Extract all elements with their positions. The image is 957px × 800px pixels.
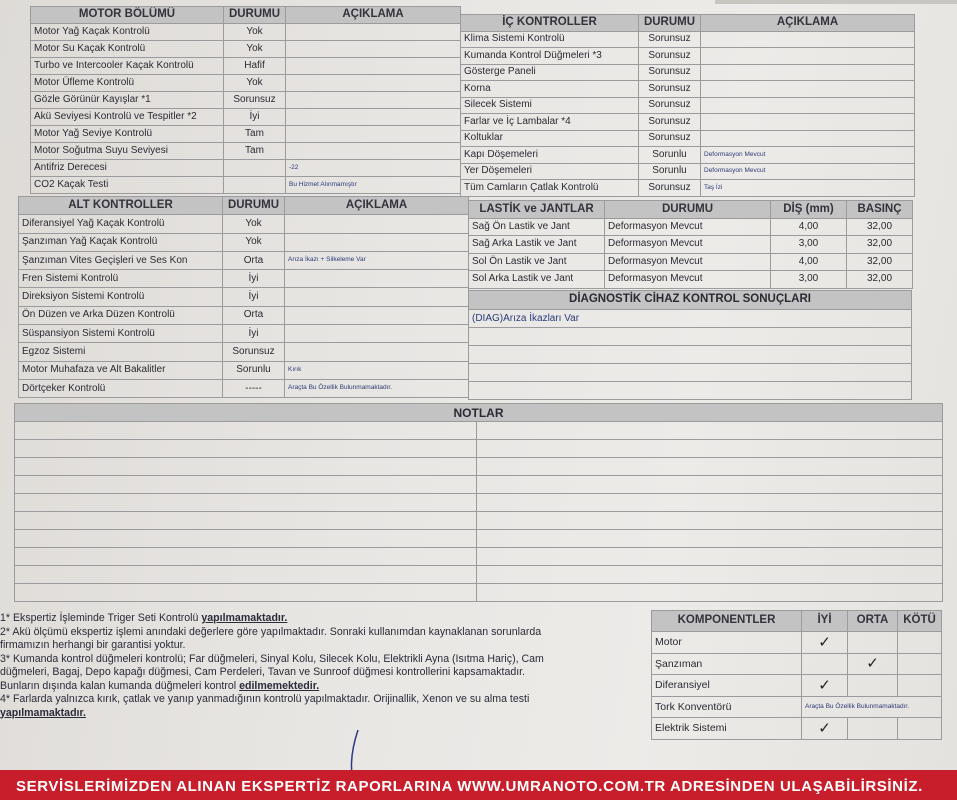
row-status: Deformasyon Mevcut bbox=[605, 236, 771, 254]
table-row bbox=[461, 48, 915, 65]
table-row bbox=[31, 75, 461, 92]
komp-name: Şanzıman bbox=[652, 653, 802, 675]
notes-line[interactable] bbox=[15, 476, 943, 494]
row-desc bbox=[701, 31, 915, 48]
row-label: Şanzıman Vites Geçişleri ve Ses Kon bbox=[19, 251, 223, 269]
row-label: Tüm Camların Çatlak Kontrolü bbox=[461, 180, 639, 197]
row-label: Korna bbox=[461, 81, 639, 98]
row-status: Sorunsuz bbox=[223, 343, 285, 361]
footnote-2a: 2* Akü ölçümü ekspertiz işlemi anındaki değerlere göre yapılmaktadır. Sonraki kullanımdan kaynaklanan sorunlarda bbox=[0, 625, 542, 638]
ic-desc-header: AÇIKLAMA bbox=[701, 15, 915, 32]
row-label: Sağ Ön Lastik ve Jant bbox=[469, 218, 605, 236]
row-desc bbox=[286, 24, 461, 41]
ic-kontroller-table bbox=[460, 14, 915, 197]
table-row bbox=[31, 160, 461, 177]
row-desc bbox=[285, 306, 469, 324]
row-status: Sorunsuz bbox=[639, 97, 701, 114]
table-row bbox=[469, 218, 913, 236]
table-row bbox=[31, 24, 461, 41]
table-row bbox=[31, 109, 461, 126]
notes-line[interactable] bbox=[15, 440, 943, 458]
komp-name: Tork Konventörü bbox=[652, 696, 802, 718]
row-status: Deformasyon Mevcut bbox=[605, 271, 771, 289]
check-icon: ✓ bbox=[848, 653, 898, 675]
table-row bbox=[19, 251, 469, 269]
row-label: Turbo ve Intercooler Kaçak Kontrolü bbox=[31, 58, 224, 75]
diag-empty-row bbox=[469, 364, 912, 382]
top-strip bbox=[715, 0, 957, 4]
lastik-header-row bbox=[469, 201, 913, 219]
footnote-3c: Bunların dışında kalan kumanda düğmeleri kontrol edilmemektedir. bbox=[0, 679, 320, 692]
row-tread: 4,00 bbox=[771, 253, 847, 271]
notes-header-row bbox=[15, 404, 943, 422]
row-status bbox=[224, 177, 286, 194]
table-row bbox=[19, 270, 469, 288]
row-label: Koltuklar bbox=[461, 130, 639, 147]
notes-line[interactable] bbox=[15, 566, 943, 584]
row-label: Farlar ve İç Lambalar *4 bbox=[461, 114, 639, 131]
row-desc bbox=[701, 81, 915, 98]
lastik-tread-header: DİŞ (mm) bbox=[771, 201, 847, 219]
row-desc bbox=[286, 143, 461, 160]
row-desc bbox=[285, 270, 469, 288]
row-desc bbox=[701, 130, 915, 147]
lastik-pressure-header: BASINÇ bbox=[847, 201, 913, 219]
komp-iyi-header: İYİ bbox=[802, 611, 848, 632]
table-row bbox=[19, 306, 469, 324]
motor-status-header: DURUMU bbox=[224, 7, 286, 24]
row-label: Motor Yağ Seviye Kontrolü bbox=[31, 126, 224, 143]
row-label: Direksiyon Sistemi Kontrolü bbox=[19, 288, 223, 306]
row-label: Silecek Sistemi bbox=[461, 97, 639, 114]
notes-title: NOTLAR bbox=[15, 404, 943, 422]
row-desc: Kırık bbox=[285, 361, 469, 379]
table-row bbox=[461, 81, 915, 98]
table-row bbox=[461, 130, 915, 147]
motor-table bbox=[30, 6, 461, 194]
row-status: Hafif bbox=[224, 58, 286, 75]
row-status: Yok bbox=[223, 233, 285, 251]
lastik-table bbox=[468, 200, 913, 289]
table-row bbox=[31, 143, 461, 160]
table-row bbox=[461, 97, 915, 114]
diag-table bbox=[468, 290, 912, 400]
table-row bbox=[19, 343, 469, 361]
row-label: Yer Döşemeleri bbox=[461, 163, 639, 180]
diag-result: (DIAG)Arıza İkazları Var bbox=[469, 310, 912, 328]
komp-kotu-header: KÖTÜ bbox=[898, 611, 942, 632]
ic-title: İÇ KONTROLLER bbox=[461, 15, 639, 32]
diag-empty-row bbox=[469, 346, 912, 364]
motor-desc-header: AÇIKLAMA bbox=[286, 7, 461, 24]
check-icon bbox=[898, 675, 942, 697]
table-row bbox=[31, 58, 461, 75]
row-label: Ön Düzen ve Arka Düzen Kontrolü bbox=[19, 306, 223, 324]
check-icon bbox=[802, 653, 848, 675]
row-label: Süspansiyon Sistemi Kontrolü bbox=[19, 325, 223, 343]
footnote-3b: düğmeleri, Bagaj, Depo kapağı düğmesi, Cam Perdeleri, Tavan ve Sunroof düğmesi kontrollerini kapsamaktadır. bbox=[0, 666, 526, 678]
row-label: Motor Su Kaçak Kontrolü bbox=[31, 41, 224, 58]
row-status: Sorunsuz bbox=[639, 81, 701, 98]
row-status: Yok bbox=[224, 41, 286, 58]
motor-title: MOTOR BÖLÜMÜ bbox=[31, 7, 224, 24]
row-label: Kapı Döşemeleri bbox=[461, 147, 639, 164]
table-row bbox=[19, 288, 469, 306]
row-label: Motor Soğutma Suyu Seviyesi bbox=[31, 143, 224, 160]
notes-line[interactable] bbox=[15, 494, 943, 512]
check-icon: ✓ bbox=[802, 632, 848, 654]
footnote-2b: firmamızın herhangi bir garantisi yoktur. bbox=[0, 639, 186, 651]
footnote-4a: 4* Farlarda yalnızca kırık, çatlak ve yanıp yanmadığının kontrolü yapılmaktadır. Orijinallik, Xenon ve su alma testi bbox=[0, 693, 530, 705]
check-icon: ✓ bbox=[802, 718, 848, 740]
row-status: Sorunsuz bbox=[639, 64, 701, 81]
diag-title: DİAGNOSTİK CİHAZ KONTROL SONUÇLARI bbox=[469, 291, 912, 310]
row-desc bbox=[286, 58, 461, 75]
row-status: Tam bbox=[224, 126, 286, 143]
komponentler-table bbox=[651, 610, 942, 740]
row-desc: Arıza İkazı + Silkeleme Var bbox=[285, 251, 469, 269]
row-label: Gözle Görünür Kayışlar *1 bbox=[31, 92, 224, 109]
notes-line[interactable] bbox=[15, 548, 943, 566]
row-label: Sağ Arka Lastik ve Jant bbox=[469, 236, 605, 254]
table-row bbox=[461, 64, 915, 81]
alt-header-row bbox=[19, 197, 469, 215]
row-status: Deformasyon Mevcut bbox=[605, 253, 771, 271]
row-label: Antifriz Derecesi bbox=[31, 160, 224, 177]
signature-stroke bbox=[330, 730, 390, 775]
komp-orta-header: ORTA bbox=[848, 611, 898, 632]
table-row bbox=[31, 41, 461, 58]
row-status: Sorunsuz bbox=[639, 180, 701, 197]
table-row bbox=[461, 114, 915, 131]
row-desc: Deformasyon Mevcut bbox=[701, 147, 915, 164]
table-row bbox=[652, 632, 942, 654]
row-label: Sol Ön Lastik ve Jant bbox=[469, 253, 605, 271]
row-status: Sorunlu bbox=[639, 163, 701, 180]
diag-header-row bbox=[469, 291, 912, 310]
row-desc bbox=[286, 126, 461, 143]
row-status: Orta bbox=[223, 251, 285, 269]
row-tread: 4,00 bbox=[771, 218, 847, 236]
check-icon bbox=[848, 632, 898, 654]
row-status: Sorunsuz bbox=[639, 114, 701, 131]
row-desc: Bu Hizmet Alınmamıştır bbox=[286, 177, 461, 194]
komp-name: Motor bbox=[652, 632, 802, 654]
row-status: Sorunsuz bbox=[639, 31, 701, 48]
row-status bbox=[224, 160, 286, 177]
footer-banner[interactable]: SERVİSLERİMİZDEN ALINAN EKSPERTİZ RAPORLARINA WWW.UMRANOTO.COM.TR ADRESİNDEN ULAŞABİLİRSİNİZ. bbox=[0, 770, 957, 800]
row-desc bbox=[286, 75, 461, 92]
alt-title: ALT KONTROLLER bbox=[19, 197, 223, 215]
row-desc bbox=[701, 114, 915, 131]
row-desc: -22 bbox=[286, 160, 461, 177]
row-status: Sorunsuz bbox=[639, 130, 701, 147]
footnote-1: 1* Ekspertiz İşleminde Triger Seti Kontrolü yapılmamaktadır. bbox=[0, 612, 288, 624]
row-desc bbox=[285, 343, 469, 361]
lastik-status-header: DURUMU bbox=[605, 201, 771, 219]
table-row bbox=[19, 379, 469, 397]
row-pressure: 32,00 bbox=[847, 253, 913, 271]
row-label: Sol Arka Lastik ve Jant bbox=[469, 271, 605, 289]
row-desc bbox=[286, 109, 461, 126]
table-row bbox=[652, 653, 942, 675]
table-row bbox=[652, 718, 942, 740]
check-icon bbox=[848, 718, 898, 740]
row-pressure: 32,00 bbox=[847, 271, 913, 289]
alt-status-header: DURUMU bbox=[223, 197, 285, 215]
table-row bbox=[461, 31, 915, 48]
table-row bbox=[19, 361, 469, 379]
row-desc bbox=[701, 48, 915, 65]
table-row bbox=[652, 675, 942, 697]
row-pressure: 32,00 bbox=[847, 236, 913, 254]
footnote-4b: yapılmamaktadır. bbox=[0, 706, 86, 719]
row-desc: Araçta Bu Özellik Bulunmamaktadır. bbox=[285, 379, 469, 397]
row-label: Motor Üfleme Kontrolü bbox=[31, 75, 224, 92]
komp-name: Elektrik Sistemi bbox=[652, 718, 802, 740]
row-desc bbox=[286, 41, 461, 58]
ic-status-header: DURUMU bbox=[639, 15, 701, 32]
row-status: Yok bbox=[224, 75, 286, 92]
check-icon bbox=[848, 675, 898, 697]
diag-empty-row bbox=[469, 328, 912, 346]
row-status: Sorunlu bbox=[639, 147, 701, 164]
row-status: İyi bbox=[224, 109, 286, 126]
table-row bbox=[31, 126, 461, 143]
notes-line[interactable] bbox=[15, 422, 943, 440]
row-status: ----- bbox=[223, 379, 285, 397]
row-status: Yok bbox=[223, 215, 285, 233]
table-row bbox=[461, 163, 915, 180]
row-tread: 3,00 bbox=[771, 271, 847, 289]
row-desc bbox=[285, 233, 469, 251]
row-status: Deformasyon Mevcut bbox=[605, 218, 771, 236]
row-desc bbox=[701, 64, 915, 81]
alt-kontroller-table bbox=[18, 196, 469, 398]
ic-header-row bbox=[461, 15, 915, 32]
alt-desc-header: AÇIKLAMA bbox=[285, 197, 469, 215]
notes-line[interactable] bbox=[15, 584, 943, 602]
row-status: Sorunsuz bbox=[224, 92, 286, 109]
row-label: Gösterge Paneli bbox=[461, 64, 639, 81]
row-label: Klima Sistemi Kontrolü bbox=[461, 31, 639, 48]
row-label: Fren Sistemi Kontrolü bbox=[19, 270, 223, 288]
table-row bbox=[31, 177, 461, 194]
table-row bbox=[31, 92, 461, 109]
row-status: Sorunsuz bbox=[639, 48, 701, 65]
row-label: Akü Seviyesi Kontrolü ve Tespitler *2 bbox=[31, 109, 224, 126]
row-label: Dörtçeker Kontrolü bbox=[19, 379, 223, 397]
notes-line[interactable] bbox=[15, 458, 943, 476]
komp-name: Diferansiyel bbox=[652, 675, 802, 697]
row-label: CO2 Kaçak Testi bbox=[31, 177, 224, 194]
footnotes bbox=[0, 612, 650, 720]
row-tread: 3,00 bbox=[771, 236, 847, 254]
motor-header-row bbox=[31, 7, 461, 24]
check-icon bbox=[898, 632, 942, 654]
notes-line[interactable] bbox=[15, 512, 943, 530]
diag-empty-row bbox=[469, 382, 912, 400]
row-label: Şanzıman Yağ Kaçak Kontrolü bbox=[19, 233, 223, 251]
row-desc bbox=[286, 92, 461, 109]
table-row bbox=[469, 253, 913, 271]
row-pressure: 32,00 bbox=[847, 218, 913, 236]
row-desc bbox=[285, 325, 469, 343]
row-status: İyi bbox=[223, 270, 285, 288]
check-icon: ✓ bbox=[802, 675, 848, 697]
komp-title: KOMPONENTLER bbox=[652, 611, 802, 632]
footnote-3a: 3* Kumanda kontrol düğmeleri kontrolü; Far düğmeleri, Sinyal Kolu, Silecek Kolu, Elektrikli Ayna (Isıtma Hariç), Cam bbox=[0, 652, 544, 665]
notes-line[interactable] bbox=[15, 530, 943, 548]
check-icon bbox=[898, 718, 942, 740]
row-status: Orta bbox=[223, 306, 285, 324]
table-row bbox=[461, 147, 915, 164]
row-status: Sorunlu bbox=[223, 361, 285, 379]
check-icon bbox=[898, 653, 942, 675]
table-row bbox=[469, 271, 913, 289]
row-status: İyi bbox=[223, 325, 285, 343]
row-desc: Deformasyon Mevcut bbox=[701, 163, 915, 180]
notes-table bbox=[14, 403, 943, 602]
table-row bbox=[19, 325, 469, 343]
row-label: Egzoz Sistemi bbox=[19, 343, 223, 361]
row-status: Yok bbox=[224, 24, 286, 41]
row-label: Diferansiyel Yağ Kaçak Kontrolü bbox=[19, 215, 223, 233]
table-row bbox=[19, 233, 469, 251]
table-row bbox=[652, 696, 942, 718]
row-desc: Taş İzi bbox=[701, 180, 915, 197]
komp-header-row bbox=[652, 611, 942, 632]
row-label: Kumanda Kontrol Düğmeleri *3 bbox=[461, 48, 639, 65]
komp-note: Araçta Bu Özellik Bulunmamaktadır. bbox=[802, 696, 942, 718]
row-desc bbox=[701, 97, 915, 114]
table-row bbox=[461, 180, 915, 197]
row-label: Motor Yağ Kaçak Kontrolü bbox=[31, 24, 224, 41]
row-status: Tam bbox=[224, 143, 286, 160]
diag-result-row bbox=[469, 310, 912, 328]
row-desc bbox=[285, 215, 469, 233]
row-label: Motor Muhafaza ve Alt Bakalitler bbox=[19, 361, 223, 379]
table-row bbox=[469, 236, 913, 254]
lastik-title: LASTİK ve JANTLAR bbox=[469, 201, 605, 219]
table-row bbox=[19, 215, 469, 233]
row-desc bbox=[285, 288, 469, 306]
row-status: İyi bbox=[223, 288, 285, 306]
